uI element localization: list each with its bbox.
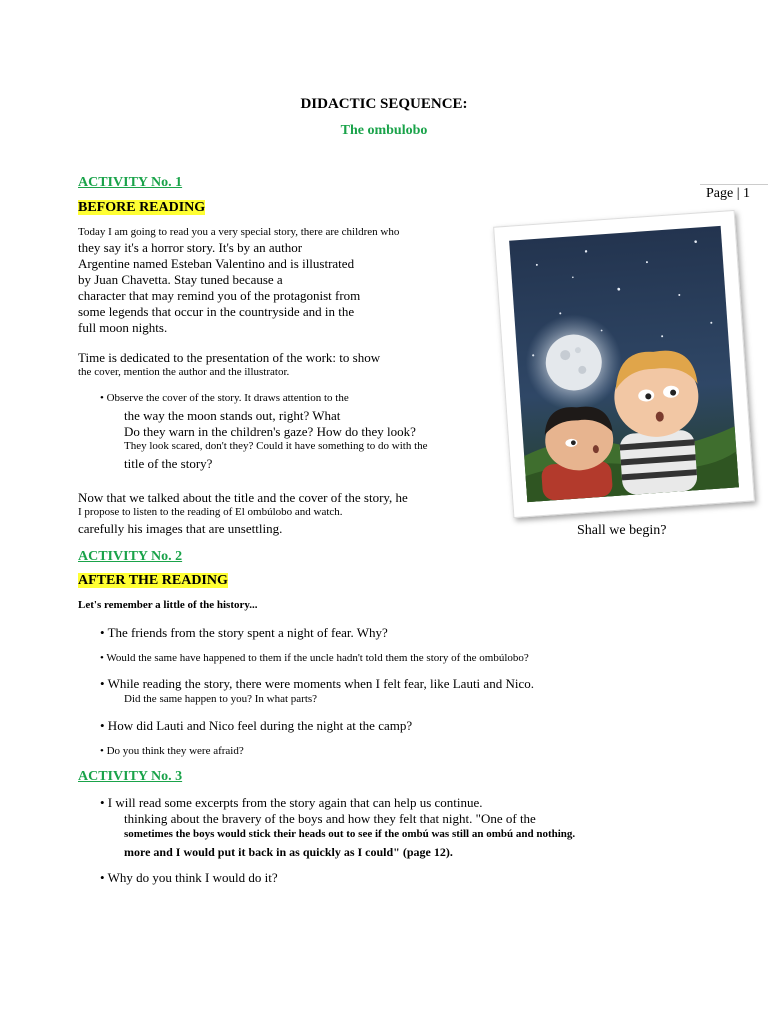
activity-2-question-2: • Would the same have happened to them if the uncle hadn't told them the story of the ombúlobo? — [100, 652, 529, 664]
activity-1-heading — [78, 200, 205, 216]
photo-caption: Shall we begin? — [577, 523, 667, 538]
page-number-rule — [700, 184, 768, 185]
activity-3-quote: sometimes the boys would stick their heads out to see if the ombú was still an ombú and nothing. — [124, 828, 576, 840]
paragraph-line: Now that we talked about the title and the cover of the story, he — [78, 490, 408, 505]
paragraph-line: Today I am going to read you a very special story, there are children who — [78, 226, 400, 238]
bullet-line: They look scared, don't they? Could it have something to do with the — [124, 440, 428, 452]
activity-1-paragraph-3 — [78, 490, 508, 537]
paragraph-line: I propose to listen to the reading of El ombúlobo and watch. — [78, 506, 343, 518]
activity-2-question-3-followup: Did the same happen to you? In what parts? — [124, 693, 318, 705]
activity-1-paragraph-1 — [78, 226, 508, 336]
activity-2-question-1: • The friends from the story spent a night of fear. Why? — [100, 625, 388, 640]
activity-2-heading — [78, 573, 228, 589]
document-subtitle: The ombulobo — [340, 123, 428, 138]
bullet-line: • Observe the cover of the story. It draws attention to the — [100, 392, 349, 404]
paragraph-line: they say it's a horror story. It's by an author — [78, 240, 303, 255]
activity-2-label: ACTIVITY No. 2 — [78, 549, 183, 564]
activity-1-label: ACTIVITY No. 1 — [78, 175, 183, 190]
activity-2-intro: Let's remember a little of the history... — [78, 599, 258, 611]
paragraph-line: some legends that occur in the countryside and in the — [78, 304, 355, 319]
activity-1-paragraph-2 — [78, 350, 508, 381]
book-cover-illustration — [494, 211, 754, 517]
activity-3-line-2: thinking about the bravery of the boys and how they felt that night. "One of the — [124, 811, 536, 826]
page-number: Page | 1 — [706, 186, 751, 201]
bullet-line: Do they warn in the children's gaze? How do they look? — [124, 424, 416, 439]
paragraph-line: Argentine named Esteban Valentino and is illustrated — [78, 256, 355, 271]
activity-1-bullet — [100, 392, 530, 472]
paragraph-line: full moon nights. — [78, 320, 168, 335]
activity-2-question-3: • While reading the story, there were moments when I felt fear, like Lauti and Nico. — [100, 676, 534, 691]
activity-2-question-5: • Do you think they were afraid? — [100, 745, 244, 757]
paragraph-line: character that may remind you of the protagonist from — [78, 288, 361, 303]
activity-3-label: ACTIVITY No. 3 — [78, 769, 183, 784]
paragraph-line: Time is dedicated to the presentation of the work: to show — [78, 350, 381, 365]
paragraph-line: the cover, mention the author and the illustrator. — [78, 366, 290, 378]
paragraph-line: by Juan Chavetta. Stay tuned because a — [78, 272, 283, 287]
bullet-line: the way the moon stands out, right? What — [124, 408, 341, 423]
bullet-line: title of the story? — [124, 456, 213, 471]
activity-3-line-1: • I will read some excerpts from the story again that can help us continue. — [100, 795, 483, 810]
activity-2-question-4: • How did Lauti and Nico feel during the night at the camp? — [100, 718, 413, 733]
activity-3-quote-end: more and I would put it back in as quickly as I could" (page 12). — [124, 845, 453, 859]
document-title: DIDACTIC SEQUENCE: — [300, 96, 468, 112]
book-cover-photo — [493, 210, 755, 518]
boy-dark-hair — [537, 404, 617, 501]
activity-1-heading-text: BEFORE READING — [78, 200, 206, 215]
activity-3-question: • Why do you think I would do it? — [100, 870, 278, 885]
paragraph-line: carefully his images that are unsettling. — [78, 521, 283, 536]
activity-2-heading-text: AFTER THE READING — [78, 573, 228, 588]
